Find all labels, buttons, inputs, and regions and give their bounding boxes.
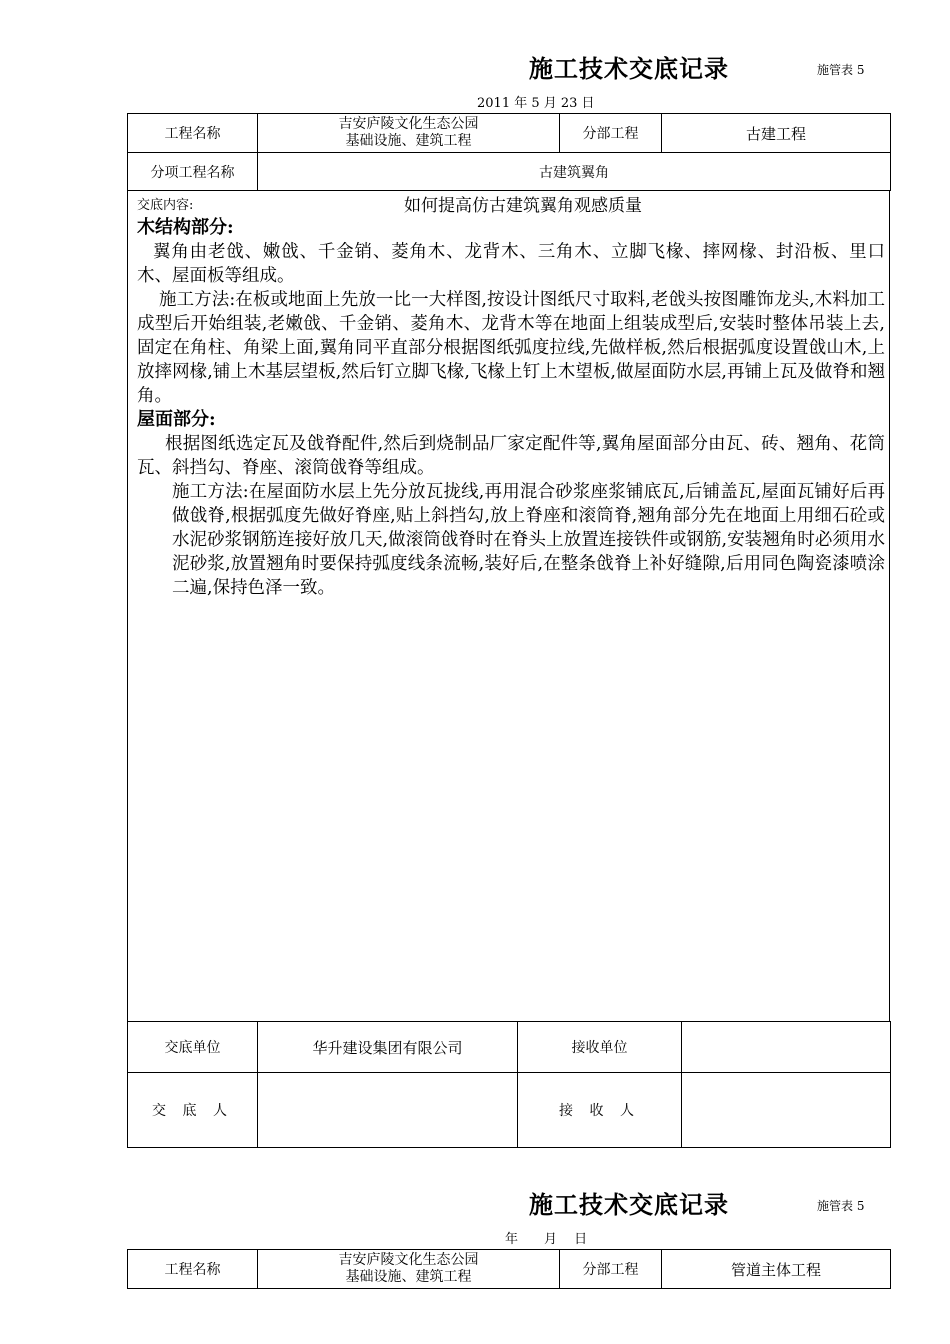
issuing-unit-value: 华升建设集团有限公司 xyxy=(258,1022,518,1073)
record2-division-label: 分部工程 xyxy=(560,1250,662,1289)
issuer-signature-cell xyxy=(258,1073,518,1148)
content-label: 交底内容: xyxy=(137,198,194,213)
wood-paragraph-2: 施工方法:在板或地面上先放一比一大样图,按设计图纸尺寸取料,老戗头按图雕饰龙头,木料加工成型后开始组装,老嫩戗、千金销、菱角木、龙背木等在地面上组装成型后,安装时整体吊装上去,固定在角柱、角梁上面,翼角同平直部分根据图纸弧度拉线,先做样板,然后根据弧度设置戗山木,上放摔网椽,铺上木基层望板,然后钉立脚飞椽,飞椽上钉上木望板,做屋面防水层,再铺上瓦及做脊和翘角。 xyxy=(137,290,885,406)
issuer-label: 交 底 人 xyxy=(128,1073,258,1148)
content-topic: 如何提高仿古建筑翼角观感质量 xyxy=(404,196,642,216)
project-name-line1: 吉安庐陵文化生态公园 xyxy=(338,116,479,132)
record-date: 2011 年 5 月 23 日 xyxy=(477,96,595,111)
content-body xyxy=(137,216,885,600)
record2-project-name-line2: 基础设施、建筑工程 xyxy=(345,1269,472,1285)
project-name-value xyxy=(258,114,560,153)
signature-table xyxy=(127,1021,891,1148)
record2-project-name-label: 工程名称 xyxy=(128,1250,258,1289)
receiving-unit-value xyxy=(682,1022,891,1073)
division-label: 分部工程 xyxy=(560,114,662,153)
project-name-label: 工程名称 xyxy=(128,114,258,153)
record2-title: 施工技术交底记录 xyxy=(529,1190,729,1219)
division-value: 古建工程 xyxy=(662,114,891,153)
header-table xyxy=(127,113,891,191)
record2-division-value: 管道主体工程 xyxy=(662,1250,891,1289)
subitem-value: 古建筑翼角 xyxy=(258,153,891,191)
record2-project-name-line1: 吉安庐陵文化生态公园 xyxy=(338,1252,479,1268)
roof-heading: 屋面部分: xyxy=(137,409,216,430)
record-title: 施工技术交底记录 xyxy=(529,54,729,83)
roof-paragraph-1: 根据图纸选定瓦及戗脊配件,然后到烧制品厂家定配件等,翼角屋面部分由瓦、砖、翘角、花筒瓦、斜挡勾、脊座、滚筒戗脊等组成。 xyxy=(137,434,885,478)
record2-project-name-value xyxy=(258,1250,560,1289)
record2-date: 年 月 日 xyxy=(505,1232,588,1247)
project-name-line2: 基础设施、建筑工程 xyxy=(345,133,472,149)
wood-paragraph-1: 翼角由老戗、嫩戗、千金销、菱角木、龙背木、三角木、立脚飞椽、摔网椽、封沿板、里口木、屋面板等组成。 xyxy=(137,242,885,286)
subitem-label: 分项工程名称 xyxy=(128,153,258,191)
issuing-unit-label: 交底单位 xyxy=(128,1022,258,1073)
receiving-unit-label: 接收单位 xyxy=(518,1022,682,1073)
receiver-signature-cell xyxy=(682,1073,891,1148)
form-number: 施管表 5 xyxy=(817,63,865,77)
record2-header-table xyxy=(127,1249,891,1289)
wood-heading: 木结构部分: xyxy=(137,217,234,238)
receiver-label: 接 收 人 xyxy=(518,1073,682,1148)
roof-paragraph-2: 施工方法:在屋面防水层上先分放瓦拢线,再用混合砂浆座浆铺底瓦,后铺盖瓦,屋面瓦铺好后再做戗脊,根据弧度先做好脊座,贴上斜挡勾,放上脊座和滚筒脊,翘角部分先在地面上用细石砼或水泥砂浆钢筋连接好放几天,做滚筒戗脊时在脊头上放置连接铁件或钢筋,安装翘角时必须用水泥砂浆,放置翘角时要保持弧度线条流畅,装好后,在整条戗脊上补好缝隙,后用同色陶瓷漆喷涂二遍,保持色泽一致。 xyxy=(172,482,885,598)
record2-form-number: 施管表 5 xyxy=(817,1199,865,1213)
content-area xyxy=(127,190,890,1021)
